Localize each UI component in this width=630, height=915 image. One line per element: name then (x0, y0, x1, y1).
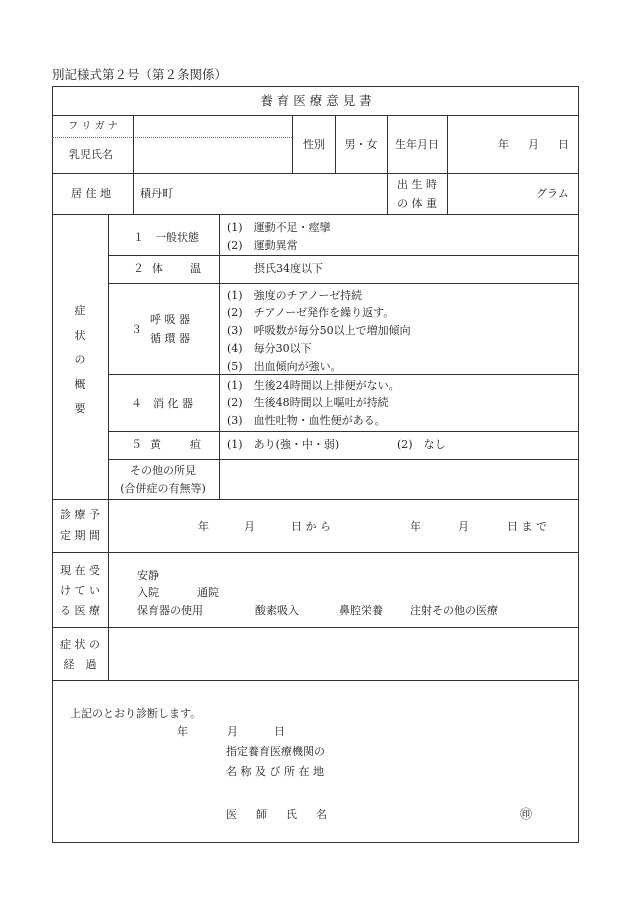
s2-label: 温 (190, 262, 201, 275)
care-option-nasal-feeding[interactable]: 鼻腔栄養 (339, 604, 383, 617)
symptoms-char: 状 (74, 329, 86, 342)
symptoms-char: 概 (74, 378, 86, 391)
divider (387, 173, 388, 214)
period-to-year: 年 (410, 520, 421, 533)
sign-day: 日 (274, 725, 285, 738)
doctor-label-char: 氏 (286, 808, 297, 821)
doctor-label-char: 名 (316, 808, 327, 821)
divider (52, 680, 579, 681)
divider (52, 627, 579, 628)
s2-num: ２ (133, 262, 144, 275)
s3-item[interactable]: (5) 出血傾向が強い。 (227, 360, 342, 373)
symptoms-char: 要 (74, 402, 86, 415)
address-value[interactable]: 積丹町 (140, 187, 173, 200)
birth-weight-unit: グラム (536, 187, 569, 200)
divider (133, 173, 134, 214)
current-care-label-2: け て い (60, 584, 100, 597)
care-option-inpatient[interactable]: 入院 (137, 586, 159, 599)
course-label-2: 経 過 (63, 658, 97, 671)
divider (108, 552, 109, 627)
s1-item[interactable]: (1) 運動不足・痙攣 (227, 221, 331, 234)
period-from-year: 年 (198, 520, 209, 533)
seal-mark-icon: ㊞ (520, 807, 533, 821)
dob-label: 生年月日 (395, 138, 439, 151)
institution-label-1: 指定養育医療機関の (226, 745, 325, 758)
care-option-oxygen[interactable]: 酸素吸入 (255, 604, 299, 617)
sex-label: 性別 (303, 138, 325, 151)
birth-weight-label-2: の 体 重 (397, 197, 437, 210)
symptoms-char: 症 (74, 304, 86, 317)
divider (52, 214, 579, 215)
sign-month: 月 (227, 725, 238, 738)
care-option-rest[interactable]: 安静 (137, 569, 159, 582)
divider (133, 115, 134, 173)
divider (52, 552, 579, 553)
s4-item[interactable]: (2) 生後48時間以上嘔吐が持続 (227, 396, 389, 409)
divider (292, 115, 293, 173)
divider (387, 115, 388, 173)
s3-item[interactable]: (4) 毎分30以下 (227, 342, 312, 355)
s5-label: 疸 (190, 438, 201, 451)
symptoms-char: の (74, 353, 86, 366)
period-from-month: 月 (244, 520, 255, 533)
other-findings-label-1: その他の所見 (130, 464, 196, 477)
dob-month: 月 (528, 138, 539, 151)
period-from-day: 日 か ら (291, 520, 331, 533)
current-care-label-1: 現 在 受 (60, 564, 100, 577)
divider (52, 115, 579, 116)
s3-label-1: 呼 吸 器 (150, 313, 190, 326)
divider (108, 255, 579, 256)
s4-item[interactable]: (3) 血性吐物・血性便がある。 (227, 414, 386, 427)
period-label-1: 診 療 予 (60, 508, 100, 521)
doctor-label-char: 師 (256, 808, 267, 821)
period-to-month: 月 (458, 520, 469, 533)
s3-label-2: 循 環 器 (150, 332, 190, 345)
care-option-injection[interactable]: 注射その他の医療 (410, 604, 498, 617)
other-findings-field[interactable] (225, 463, 575, 495)
doctor-label-char: 医 (226, 808, 237, 821)
furigana-divider (52, 137, 292, 138)
s3-num: ３ (131, 323, 142, 336)
course-field[interactable] (114, 632, 574, 676)
furigana-label: フ リ ガ ナ (68, 121, 118, 132)
divider (108, 431, 579, 432)
divider (108, 214, 109, 499)
form-number-header: 別記様式第２号（第２条関係） (52, 67, 228, 82)
institution-label-2: 名 称 及 び 所 在 地 (226, 765, 324, 778)
s1-label: １ 一般状態 (133, 231, 199, 244)
s5-label: 黄 (150, 438, 161, 451)
divider (108, 627, 109, 680)
s4-label: ４ 消 化 器 (131, 397, 193, 410)
current-care-label-3: る 医 療 (60, 604, 100, 617)
dob-year: 年 (498, 138, 509, 151)
divider (108, 459, 579, 460)
infant-name-label: 乳児氏名 (69, 148, 113, 161)
form-title: 養 育 医 療 意 見 書 (260, 93, 372, 108)
period-to-day: 日 ま で (507, 520, 547, 533)
s1-item[interactable]: (2) 運動異常 (227, 239, 298, 252)
care-option-outpatient[interactable]: 通院 (197, 586, 219, 599)
divider (335, 115, 336, 173)
divider (219, 214, 220, 499)
divider (447, 115, 448, 214)
s5-option-yes[interactable]: (1) あり(強・中・弱) (227, 438, 340, 451)
s2-label: 体 (152, 262, 163, 275)
dob-day: 日 (558, 138, 569, 151)
s3-item[interactable]: (1) 強度のチアノーゼ持続 (227, 289, 363, 302)
s2-item[interactable]: 摂氏34度以下 (254, 262, 323, 275)
s3-item[interactable]: (3) 呼吸数が毎分50以上で増加傾向 (227, 324, 411, 337)
period-label-2: 定 期 間 (60, 529, 100, 542)
s4-item[interactable]: (1) 生後24時間以上排便がない。 (227, 379, 400, 392)
s5-option-no[interactable]: (2) なし (397, 438, 446, 451)
care-option-incubator[interactable]: 保育器の使用 (137, 604, 203, 617)
diagnosis-statement: 上記のとおり診断します。 (70, 707, 202, 720)
sign-year: 年 (177, 725, 188, 738)
infant-name-field[interactable] (140, 140, 288, 168)
s3-item[interactable]: (2) チアノーゼ発作を繰り返す。 (227, 306, 395, 319)
course-label-1: 症 状 の (60, 638, 100, 651)
divider (108, 283, 579, 284)
divider (52, 173, 579, 174)
sex-options[interactable]: 男・女 (344, 138, 378, 151)
divider (52, 499, 579, 500)
other-findings-label-2: (合併症の有無等) (120, 482, 206, 495)
s5-num: ５ (131, 438, 142, 451)
divider (108, 499, 109, 552)
divider (108, 374, 579, 375)
birth-weight-label-1: 出 生 時 (397, 178, 437, 191)
address-label: 居 住 地 (71, 187, 111, 200)
